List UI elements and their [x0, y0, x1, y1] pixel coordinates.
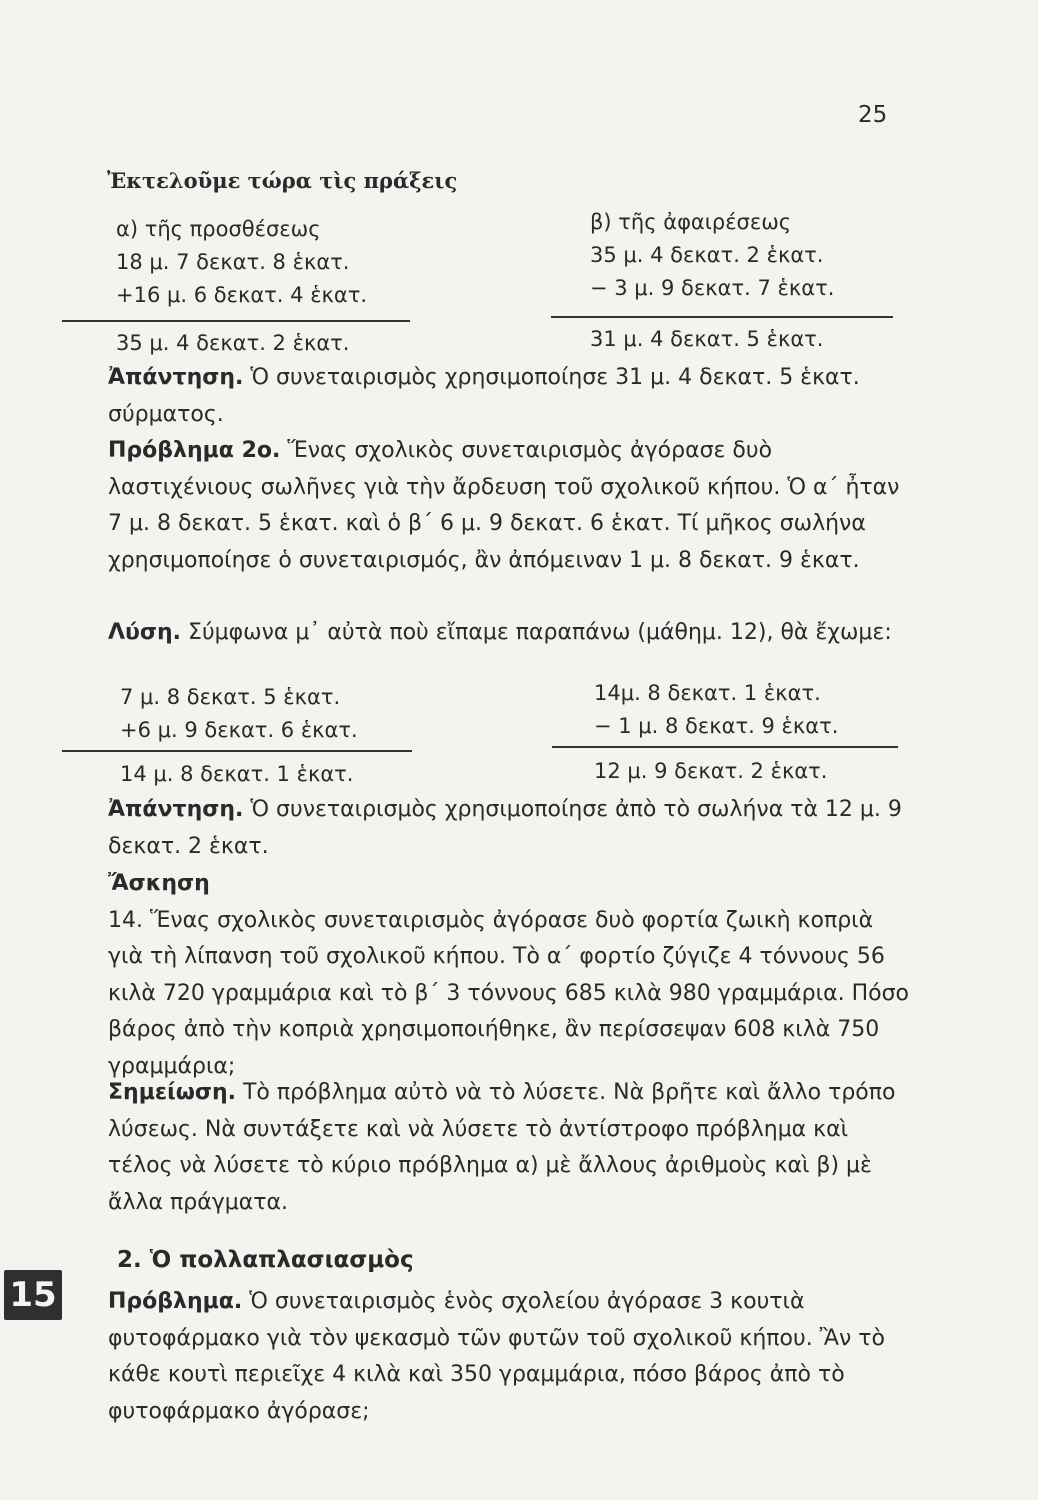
problem-2-text: Ἕνας σχολικὸς συνεταιρισμὸς ἀγόρασε δυὸ λαστιχένιους σωλῆνες γιὰ τὴν ἄρδευση τοῦ σχολικοῦ κήπου. Ὁ α΄ ἦταν 7 μ. 8 δεκατ. 5 ἑκατ. καὶ ὁ β΄ 6 μ. 9 δεκατ. 6 ἑκατ. Τί μῆκος σωλήνα χρησιμοποίησε ὁ συνεταιρισμός, ἂν ἀπόμειναν 1 μ. 8 δεκατ. 9 ἑκατ. — [108, 438, 900, 573]
addition-rule — [62, 320, 410, 322]
note-text: Τὸ πρόβλημα αὐτὸ νὰ τὸ λύσετε. Νὰ βρῆτε καὶ ἄλλο τρόπο λύσεως. Νὰ συντάξετε καὶ νὰ λύσετε τὸ ἀντίστροφο πρόβλημα καὶ τέλος νὰ λύσετε τὸ κύριο πρόβλημα α) μὲ ἄλλους ἀριθμοὺς καὶ β) μὲ ἄλλα πράγματα. — [108, 1080, 896, 1215]
addition-title: α) τῆς προσθέσεως — [116, 217, 321, 241]
page-number: 25 — [858, 102, 888, 128]
lesson-number-badge: 15 — [4, 1270, 62, 1320]
exercise-heading: Ἄσκηση — [108, 871, 210, 896]
answer-1-text: Ὁ συνεταιρισμὸς χρησιμοποίησε 31 μ. 4 δεκατ. 5 ἑκατ. σύρματος. — [108, 365, 860, 427]
subtraction-title: β) τῆς ἀφαιρέσεως — [590, 210, 792, 234]
addition-2-rule — [62, 750, 412, 752]
subtraction-line-1: 35 μ. 4 δεκατ. 2 ἑκατ. — [590, 243, 824, 267]
answer-2 — [62, 792, 912, 865]
answer-1 — [62, 360, 912, 433]
addition-2-line-1: 7 μ. 8 δεκατ. 5 ἑκατ. — [120, 685, 341, 709]
problem-3-label: Πρόβλημα. — [108, 1289, 243, 1314]
addition-2-block — [120, 681, 358, 747]
note-label: Σημείωση. — [108, 1080, 236, 1105]
answer-2-label: Ἀπάντηση. — [108, 797, 244, 822]
subtraction-line-2: − 3 μ. 9 δεκατ. 7 ἑκατ. — [590, 276, 835, 300]
answer-2-text: Ὁ συνεταιρισμὸς χρησιμοποίησε ἀπὸ τὸ σωλήνα τὰ 12 μ. 9 δεκατ. 2 ἑκατ. — [108, 797, 902, 859]
addition-block — [116, 213, 367, 312]
problem-3 — [62, 1284, 912, 1430]
note — [62, 1075, 912, 1221]
exercise — [62, 866, 912, 1085]
subtraction-rule — [551, 316, 893, 318]
problem-2 — [62, 433, 912, 579]
subtraction-2-line-2: − 1 μ. 8 δεκατ. 9 ἑκατ. — [594, 714, 839, 738]
problem-3-text: Ὁ συνεταιρισμὸς ἑνὸς σχολείου ἀγόρασε 3 κουτιὰ φυτοφάρμακο γιὰ τὸν ψεκασμὸ τῶν φυτῶν τοῦ σχολικοῦ κήπου. Ἂν τὸ κάθε κουτὶ περιεῖχε 4 κιλὰ καὶ 350 γραμμάρια, πόσο βάρος ἀπὸ τὸ φυτοφάρμακο ἀγόρασε; — [108, 1289, 885, 1424]
subtraction-2-block — [594, 677, 838, 743]
addition-line-2: +16 μ. 6 δεκατ. 4 ἑκατ. — [116, 283, 368, 307]
section-title: 2. Ὁ πολλαπλασιασμὸς — [117, 1247, 414, 1273]
addition-2-line-2: +6 μ. 9 δεκατ. 6 ἑκατ. — [120, 718, 358, 742]
problem-2-label: Πρόβλημα 2ο. — [108, 438, 281, 463]
subtraction-2-line-1: 14μ. 8 δεκατ. 1 ἑκατ. — [594, 681, 821, 705]
subtraction-result: 31 μ. 4 δεκατ. 5 ἑκατ. — [590, 327, 824, 351]
solution — [62, 615, 912, 652]
subtraction-block — [590, 206, 834, 305]
subtraction-2-result: 12 μ. 9 δεκατ. 2 ἑκατ. — [594, 759, 828, 783]
subtraction-2-rule — [552, 746, 898, 748]
answer-1-label: Ἀπάντηση. — [108, 365, 244, 390]
exercise-text: 14. Ἕνας σχολικὸς συνεταιρισμὸς ἀγόρασε δυὸ φορτία ζωικὴ κοπριὰ γιὰ τὴ λίπανση τοῦ σχολικοῦ κήπου. Τὸ α΄ φορτίο ζύγιζε 4 τόννους 56 κιλὰ 720 γραμμάρια καὶ τὸ β΄ 3 τόννους 685 κιλὰ 980 γραμμάρια. Πόσο βάρος ἀπὸ τὴν κοπριὰ χρησιμοποιήθηκε, ἂν περίσσεψαν 608 κιλὰ 750 γραμμάρια; — [108, 907, 909, 1079]
intro-heading: Ἐκτελοῦμε τώρα τὶς πράξεις — [107, 168, 458, 193]
addition-result: 35 μ. 4 δεκατ. 2 ἑκατ. — [116, 331, 350, 355]
addition-2-result: 14 μ. 8 δεκατ. 1 ἑκατ. — [120, 762, 354, 786]
solution-text: Σύμφωνα μ᾽ αὐτὰ ποὺ εἴπαμε παραπάνω (μάθημ. 12), θὰ ἔχωμε: — [188, 620, 892, 645]
addition-line-1: 18 μ. 7 δεκατ. 8 ἑκατ. — [116, 250, 350, 274]
solution-label: Λύση. — [108, 620, 182, 645]
